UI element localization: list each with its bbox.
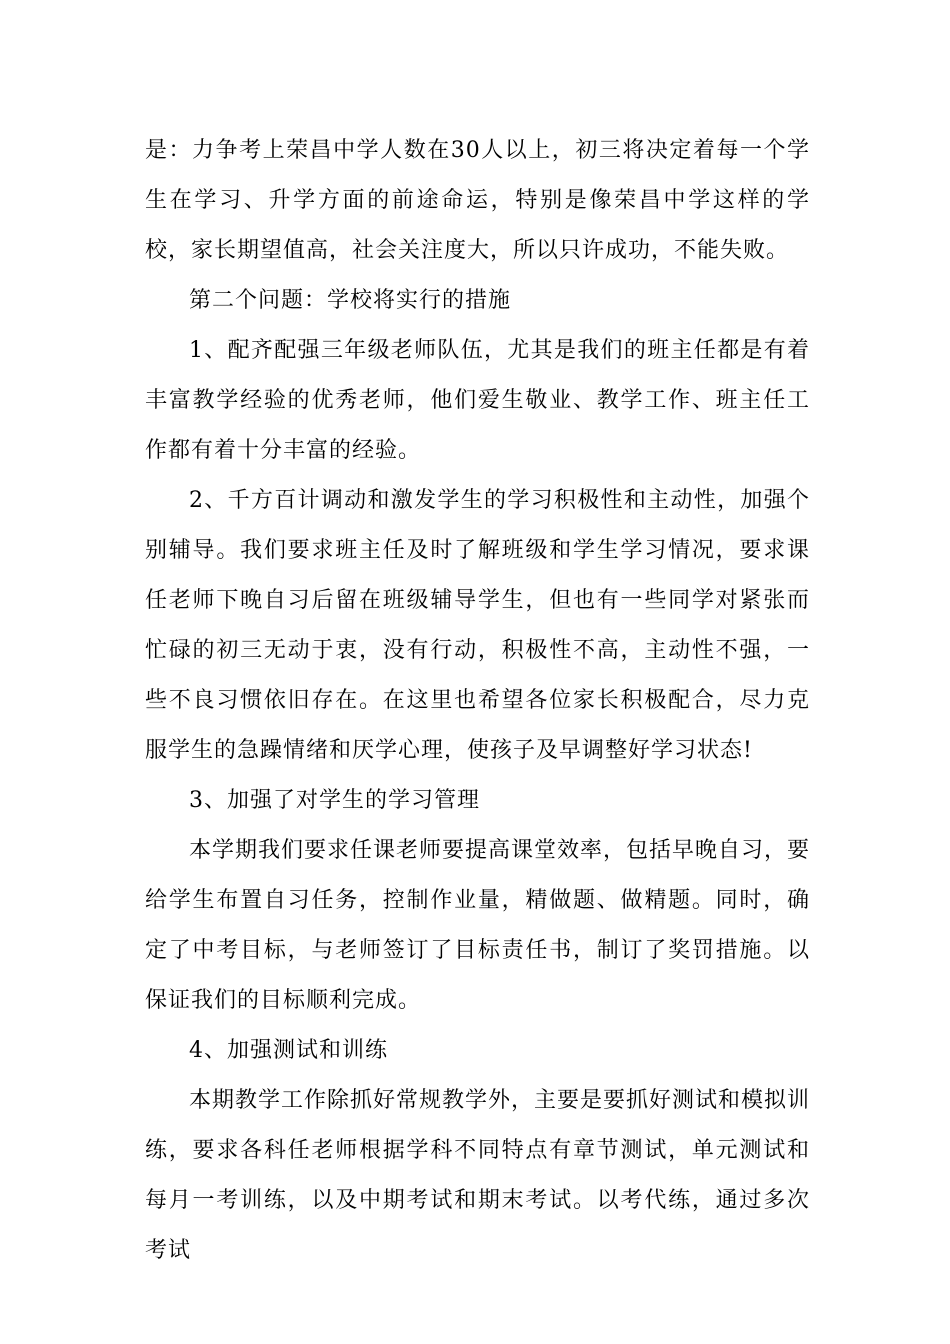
subheading-item-4: 4、加强测试和训练 (189, 1038, 388, 1063)
paragraph-item-1: 1、配齐配强三年级老师队伍，尤其是我们的班主任都是有着丰富教学经验的优秀老师，他们爱生敬业、教学工作、班主任工作都有着十分丰富的经验。 (145, 338, 810, 463)
document-body (145, 126, 810, 1276)
paragraph-continuation: 是：力争考上荣昌中学人数在30人以上，初三将决定着每一个学生在学习、升学方面的前途命运，特别是像荣昌中学这样的学校，家长期望值高，社会关注度大，所以只许成功，不能失败。 (145, 138, 810, 263)
paragraph-item-3-body: 本学期我们要求任课老师要提高课堂效率，包括早晚自习，要给学生布置自习任务，控制作业量，精做题、做精题。同时，确定了中考目标，与老师签订了目标责任书，制订了奖罚措施。以保证我们的目标顺利完成。 (145, 838, 811, 1013)
paragraph-item-2: 2、千方百计调动和激发学生的学习积极性和主动性，加强个别辅导。我们要求班主任及时了解班级和学生学习情况，要求课任老师下晚自习后留在班级辅导学生，但也有一些同学对紧张而忙碌的初三无动于衷，没有行动，积极性不高，主动性不强，一些不良习惯依旧存在。在这里也希望各位家长积极配合，尽力克服学生的急躁情绪和厌学心理，使孩子及早调整好学习状态! (145, 488, 810, 763)
section-heading-measures: 第二个问题：学校将实行的措施 (189, 288, 512, 313)
subheading-item-3: 3、加强了对学生的学习管理 (189, 788, 480, 813)
paragraph-item-4-body: 本期教学工作除抓好常规教学外，主要是要抓好测试和模拟训练，要求各科任老师根据学科不同特点有章节测试，单元测试和每月一考训练，以及中期考试和期末考试。以考代练，通过多次考试 (145, 1088, 811, 1263)
